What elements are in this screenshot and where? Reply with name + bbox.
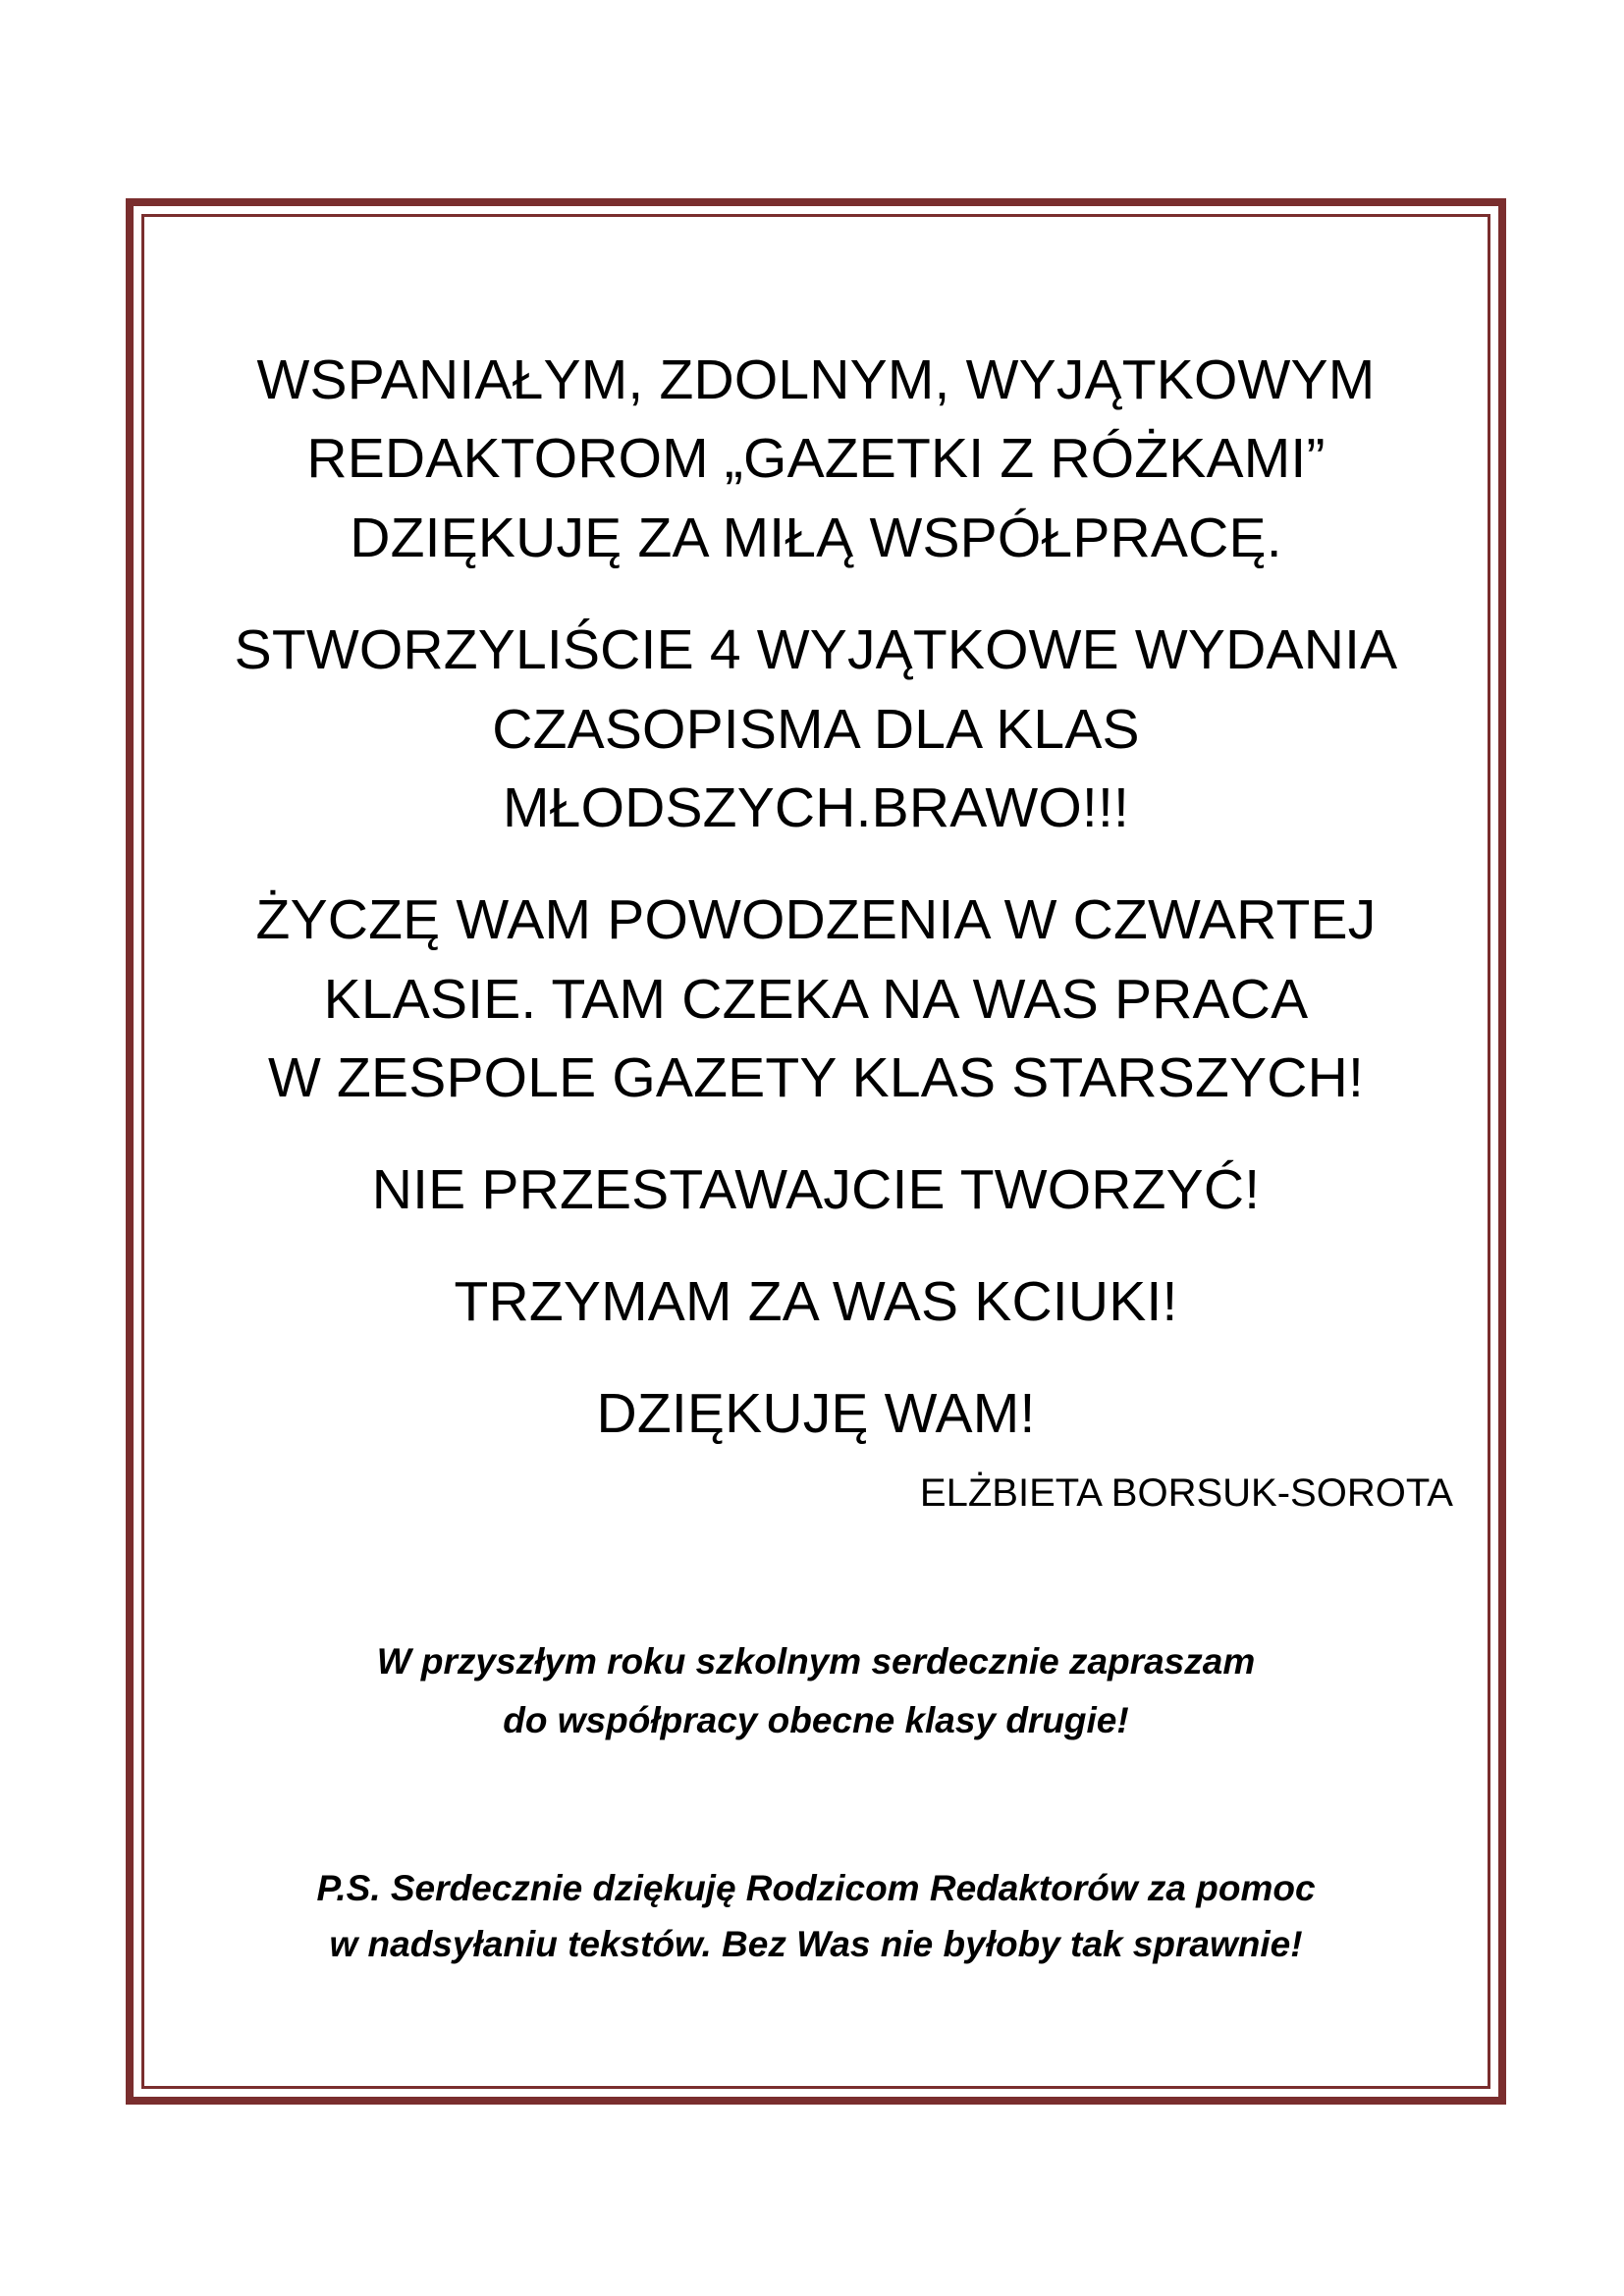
greeting-line-2: REDAKTOROM „GAZETKI Z RÓŻKAMI” [306,427,1326,490]
invitation-line-1: W przyszłym roku szkolnym serdecznie zapraszam [376,1641,1256,1682]
invitation-line-2: do współpracy obecne klasy drugie! [503,1700,1129,1740]
wishes-line-3: W ZESPOLE GAZETY KLAS STARSZYCH! [267,1046,1365,1109]
greeting-line-3: DZIĘKUJĘ ZA MIŁĄ WSPÓŁPRACĘ. [350,507,1282,569]
achievement-line-1: STWORZYLIŚCIE 4 WYJĄTKOWE WYDANIA [234,618,1398,681]
letter-content [147,220,1485,2083]
greeting-line-1: WSPANIAŁYM, ZDOLNYM, WYJĄTKOWYM [256,348,1376,411]
encouragement-line-3: DZIĘKUJĘ WAM! [596,1382,1036,1445]
wishes-line-2: KLASIE. TAM CZEKA NA WAS PRACA [323,968,1309,1031]
achievement-line-2: CZASOPISMA DLA KLAS [492,698,1140,761]
encouragement-line-2: TRZYMAM ZA WAS KCIUKI! [454,1270,1178,1333]
signature: ELŻBIETA BORSUK-SOROTA [919,1471,1453,1515]
postscript-line-2: w nadsyłaniu tekstów. Bez Was nie byłoby tak sprawnie! [329,1924,1303,1964]
achievement-line-3: MŁODSZYCH.BRAWO!!! [502,776,1130,839]
wishes-line-1: ŻYCZĘ WAM POWODZENIA W CZWARTEJ [255,888,1377,951]
postscript-line-1: P.S. Serdecznie dziękuję Rodzicom Redaktorów za pomoc [316,1868,1316,1908]
encouragement-line-1: NIE PRZESTAWAJCIE TWORZYĆ! [371,1158,1261,1221]
